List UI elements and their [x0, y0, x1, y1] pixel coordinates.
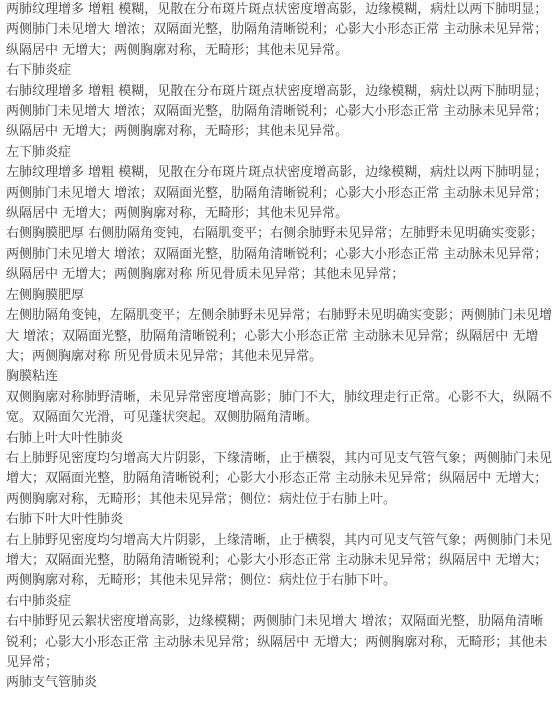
section-heading: 右下肺炎症	[6, 63, 72, 79]
paragraph: 左肺纹理增多 增粗 模糊，见散在分布斑片斑点状密度增高影，边缘模糊，病灶以两下肺明显；两侧肺门未见增大 增浓；双隔面光整，肋隔角清晰锐利；心影大小形态正常 主动脉未见异常；纵隔居中 无增大；两侧胸廓对称，无畸形；其他未见异常。	[6, 165, 548, 222]
paragraph: 两肺纹理增多 增粗 模糊，见散在分布斑片斑点状密度增高影，边缘模糊，病灶以两下肺明显；两侧肺门未见增大 增浓；双隔面光整，肋隔角清晰锐利；心影大小形态正常 主动脉未见异常；纵隔居中 无增大；两侧胸廓对称，无畸形；其他未见异常。	[6, 2, 548, 58]
paragraph: 右中肺野见云絮状密度增高影，边缘模糊；两侧肺门未见增大 增浓；双隔面光整，肋隔角清晰锐利；心影大小形态正常 主动脉未见异常；纵隔居中 无增大；两侧胸廓对称，无畸形；其他未见异常；	[6, 614, 548, 670]
section-heading: 右肺上叶大叶性肺炎	[6, 430, 124, 446]
section-heading: 右肺下叶大叶性肺炎	[6, 512, 124, 528]
paragraph: 右上肺野见密度均匀增高大片阴影，下缘清晰，止于横裂，其内可见支气管气象；两侧肺门未见增大；双隔面光整，肋隔角清晰锐利；心影大小形态正常 主动脉未见异常；纵隔居中 无增大；两侧胸廓对称，无畸形；其他未见异常；侧位：病灶位于右肺上叶。	[6, 450, 553, 507]
paragraph: 右肺纹理增多 增粗 模糊，见散在分布斑片斑点状密度增高影，边缘模糊，病灶以两下肺明显；两侧肺门未见增大 增浓；双隔面光整，肋隔角清晰锐利；心影大小形态正常 主动脉未见异常；纵隔居中 无增大；两侧胸廓对称，无畸形；其他未见异常。	[6, 83, 548, 140]
paragraph: 双侧胸廓对称肺野清晰，未见异常密度增高影；肺门不大，肺纹理走行正常。心影不大，纵隔不宽。双隔面欠光滑，可见蓬状突起。双侧肋隔角清晰。	[6, 389, 553, 426]
section-heading: 两肺支气管肺炎	[6, 675, 98, 691]
paragraph: 左侧肋隔角变钝，左隔肌变平；左侧余肺野未见异常；右肺野未见明确实变影；两侧肺门未见增大 增浓；双隔面光整，肋隔角清晰锐利；心影大小形态正常 主动脉未见异常；纵隔居中 无增大；两侧胸廓对称 所见骨质未见异常；其他未见异常。	[6, 308, 553, 364]
section-heading: 左侧胸膜肥厚	[6, 287, 85, 303]
section-heading: 右中肺炎症	[6, 593, 72, 609]
section-heading: 胸膜粘连	[6, 369, 59, 385]
paragraph: 右侧胸膜肥厚 右侧肋隔角变钝，右隔肌变平；右侧余肺野未见异常；左肺野未见明确实变影；两侧肺门未见增大 增浓；双隔面光整，肋隔角清晰锐利；心影大小形态正常 主动脉未见异常；纵隔居中 无增大；两侧胸廓对称 所见骨质未见异常；其他未见异常；	[6, 226, 548, 283]
paragraph: 右上肺野见密度均匀增高大片阴影，上缘清晰，止于横裂，其内可见支气管气象；两侧肺门未见增大；双隔面光整，肋隔角清晰锐利；心影大小形态正常 主动脉未见异常；纵隔居中 无增大；两侧胸廓对称，无畸形；其他未见异常；侧位：病灶位于右肺下叶。	[6, 532, 553, 589]
section-heading: 左下肺炎症	[6, 144, 72, 160]
